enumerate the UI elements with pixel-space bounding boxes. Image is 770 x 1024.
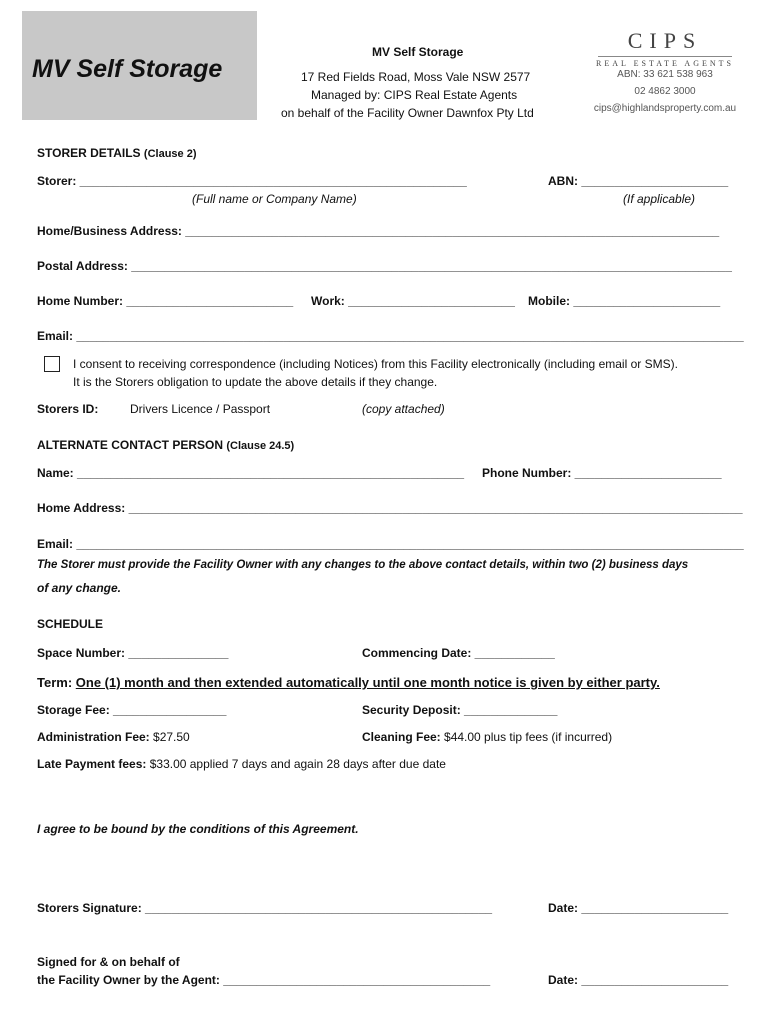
security-deposit-field[interactable]: Security Deposit: ______________ [362, 703, 558, 717]
consent-checkbox[interactable] [44, 356, 60, 372]
postal-address-field[interactable]: Postal Address: __________________________________________________________________________________________ [37, 259, 732, 273]
name-hint: (Full name or Company Name) [192, 192, 357, 206]
header-on-behalf: on behalf of the Facility Owner Dawnfox Pty Ltd [281, 106, 534, 120]
alternate-home-address-field[interactable]: Home Address: ____________________________________________________________________________________________ [37, 501, 743, 515]
agreement-statement: I agree to be bound by the conditions of this Agreement. [37, 822, 359, 836]
alternate-phone-field[interactable]: Phone Number: ______________________ [482, 466, 722, 480]
storers-id-note: (copy attached) [362, 402, 445, 416]
agent-date-field[interactable]: Date: ______________________ [548, 973, 729, 987]
mobile-field[interactable]: Mobile: ______________________ [528, 294, 721, 308]
storers-signature-field[interactable]: Storers Signature: ____________________________________________________ [37, 901, 493, 915]
cleaning-fee-row [362, 730, 612, 744]
consent-text-1: I consent to receiving correspondence (including Notices) from this Facility electronically (including email or SMS). [73, 357, 678, 371]
cleaning-fee-label: Cleaning Fee: [362, 730, 445, 744]
header-address: 17 Red Fields Road, Moss Vale NSW 2577 [301, 70, 531, 84]
agent-email: cips@highlandsproperty.com.au [593, 103, 737, 114]
header-managed-by: Managed by: CIPS Real Estate Agents [311, 88, 518, 102]
late-fee-label: Late Payment fees: [37, 757, 150, 771]
consent-text-2: It is the Storers obligation to update the above details if they change. [73, 375, 438, 389]
logo-text: MV Self Storage [32, 55, 223, 83]
alternate-heading [37, 438, 294, 452]
alternate-heading-clause: (Clause 24.5) [226, 440, 295, 452]
storer-heading-clause: (Clause 2) [143, 148, 197, 160]
storage-fee-field[interactable]: Storage Fee: _________________ [37, 703, 227, 717]
home-number-field[interactable]: Home Number: _________________________ [37, 294, 294, 308]
work-number-field[interactable]: Work: _________________________ [311, 294, 515, 308]
agent-abn: ABN: 33 621 538 963 [617, 69, 713, 80]
term-label: Term: [37, 675, 76, 690]
agent-logo: CIPS [627, 28, 703, 53]
header-title: MV Self Storage [372, 45, 464, 59]
email-field[interactable]: Email: ____________________________________________________________________________________________________ [37, 329, 744, 343]
agent-phone: 02 4862 3000 [634, 86, 696, 97]
signed-for-line-1: Signed for & on behalf of [37, 955, 180, 969]
agent-logo-rule [598, 56, 732, 57]
storer-field[interactable]: Storer: __________________________________________________________ [37, 174, 467, 188]
schedule-heading: SCHEDULE [37, 617, 104, 631]
storer-heading [37, 146, 197, 160]
term-value: One (1) month and then extended automatically until one month notice is given by either party. [75, 675, 660, 690]
abn-hint: (If applicable) [623, 192, 696, 206]
alternate-notice-1: The Storer must provide the Facility Owner with any changes to the above contact details, within two (2) business days [37, 559, 689, 571]
agent-signature-field[interactable]: the Facility Owner by the Agent: ________________________________________ [37, 973, 491, 987]
storer-heading-text: STORER DETAILS [37, 146, 141, 160]
late-fee-value: $33.00 applied 7 days and again 28 days after due date [149, 757, 446, 771]
signature-date-field[interactable]: Date: ______________________ [548, 901, 729, 915]
alternate-heading-text: ALTERNATE CONTACT PERSON [37, 438, 223, 452]
alternate-email-field[interactable]: Email: ____________________________________________________________________________________________________ [37, 537, 744, 551]
home-business-address-field[interactable]: Home/Business Address: ________________________________________________________________________________ [37, 224, 720, 238]
alternate-notice-2: of any change. [37, 581, 122, 595]
commencing-date-field[interactable]: Commencing Date: ____________ [362, 646, 555, 660]
abn-field[interactable]: ABN: ______________________ [548, 174, 729, 188]
storers-id-label: Storers ID: [37, 402, 99, 416]
admin-fee-row [37, 730, 190, 744]
agent-logo-block [590, 28, 740, 114]
cleaning-fee-value: $44.00 plus tip fees (if incurred) [444, 730, 613, 744]
term-row [37, 675, 660, 690]
admin-fee-label: Administration Fee: [37, 730, 154, 744]
late-fee-row [37, 757, 446, 771]
admin-fee-value: $27.50 [153, 730, 190, 744]
storers-id-value: Drivers Licence / Passport [130, 402, 271, 416]
alternate-name-field[interactable]: Name: __________________________________________________________ [37, 466, 465, 480]
agent-logo-sub: REAL ESTATE AGENTS [596, 59, 734, 68]
space-number-field[interactable]: Space Number: _______________ [37, 646, 229, 660]
